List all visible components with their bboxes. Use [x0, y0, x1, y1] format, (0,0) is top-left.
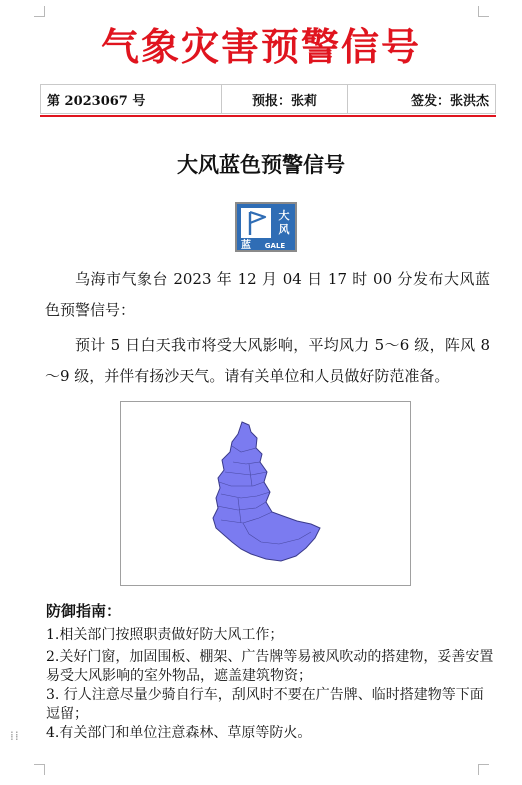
issuance-paragraph: 乌海市气象台 2023 年 12 月 04 日 17 时 00 分发布大风蓝色预警信号： [45, 270, 490, 319]
issue-number: 第 2023067 号 [41, 85, 222, 114]
wind-char-bottom: 风 [278, 223, 290, 236]
color-level-char: 蓝 [241, 240, 251, 251]
warning-headline: 大风蓝色预警信号 [177, 152, 345, 177]
defense-guide-title: 防御指南： [46, 602, 122, 620]
guide-item: 1.相关部门按照职责做好防大风工作； [46, 627, 284, 643]
defense-guide-list [46, 626, 496, 743]
gale-blue-warning-icon [235, 202, 297, 252]
guide-item: 4.有关部门和单位注意森林、草原等防火。 [46, 725, 312, 741]
guide-item: 2.关好门窗，加固围板、棚架、广告牌等易被风吹动的搭建物，妥善安置易受大风影响的室外物品，遮盖建筑物资； [46, 649, 494, 684]
wind-char-top: 大 [278, 209, 290, 222]
crop-mark-bottom-left [34, 764, 45, 775]
drag-handle-icon[interactable]: ⁞⁞ [10, 729, 20, 743]
guide-item: 3. 行人注意尽量少骑自行车，刮风时不要在广告牌、临时搭建物等下面逗留； [46, 687, 484, 722]
header-divider [40, 115, 496, 117]
issue-info-row [41, 85, 496, 114]
crop-mark-bottom-right [478, 764, 489, 775]
forecaster: 预报：张莉 [221, 85, 348, 114]
forecast-paragraph: 预计 5 日白天我市将受大风影响，平均风力 5～6 级，阵风 8～9 级，并伴有扬沙天气。请有关单位和人员做好防范准备。 [45, 336, 490, 385]
map-region-outline [213, 422, 320, 561]
gale-label: GALE [264, 242, 286, 250]
document-title: 气象灾害预警信号 [100, 24, 421, 69]
flag-icon [241, 208, 271, 238]
warning-area-map [120, 401, 411, 586]
issue-info-table [40, 84, 496, 114]
issuer: 签发：张洪杰 [348, 85, 496, 114]
